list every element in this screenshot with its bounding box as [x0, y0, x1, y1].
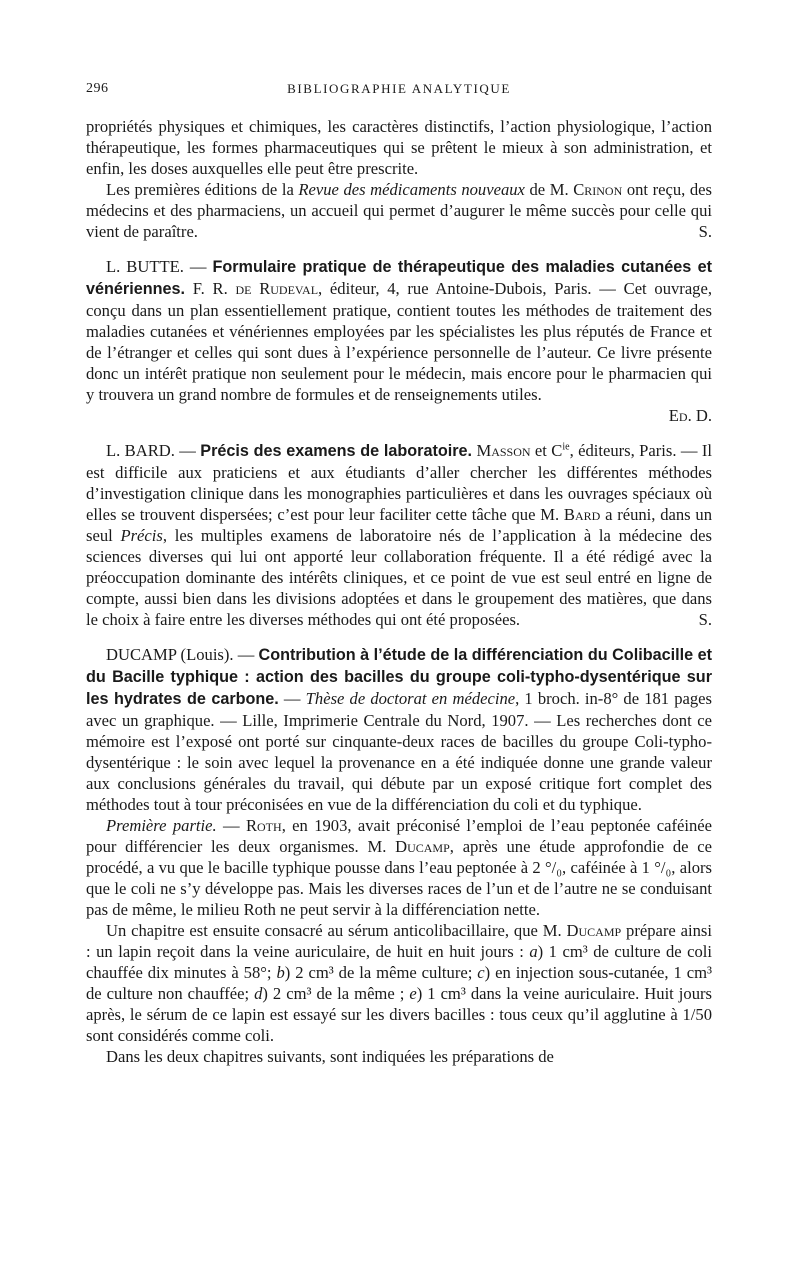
author-name: Roth: [245, 816, 282, 835]
entry-author: L. BUTTE.: [106, 257, 184, 276]
document-page: [86, 78, 712, 1067]
text-run: et C: [530, 441, 563, 460]
text-run: F. R.: [184, 279, 236, 298]
text-run: —: [183, 257, 213, 276]
paragraph: [86, 256, 712, 405]
running-title: BIBLIOGRAPHIE ANALYTIQUE: [287, 81, 511, 96]
section-label: Première partie.: [106, 816, 217, 835]
author-name: Crinon: [573, 180, 623, 199]
author-name: Ducamp: [395, 837, 450, 856]
entry-author: L. BARD.: [106, 441, 175, 460]
signature: S.: [698, 222, 712, 241]
text-run: —: [216, 816, 246, 835]
text-run: a réuni, dans un seul: [86, 505, 712, 545]
entry-title: Précis des examens de laboratoire.: [200, 442, 473, 460]
paragraph: [86, 644, 712, 815]
text-run: ) en injection sous-cutanée, 1 cm³ de culture non chauffée;: [86, 963, 712, 1003]
text-run: —: [233, 645, 259, 664]
bibliography-entry: [86, 256, 712, 426]
review-continuation: [86, 116, 712, 242]
author-name: Ducamp: [566, 921, 622, 940]
list-letter: c: [477, 963, 485, 982]
text-run: ) 1 cm³ dans la veine auriculaire. Huit jours après, le sérum de ce lapin est essayé sur les divers bacilles : tous ceux qu’il agglutine à 1/50 sont considérés comme coli.: [86, 984, 712, 1045]
book-title: Précis: [120, 526, 163, 545]
text-run: prépare ainsi : un lapin reçoit dans la veine auriculaire, de huit en huit jours :: [86, 921, 712, 961]
text-run: Un chapitre est ensuite consacré au sérum anticolibacillaire, que M.: [106, 921, 567, 940]
entry-title: Contribution à l’étude de la différenciation du Colibacille et du Bacille typhique : action des bacilles du groupe coli-typho-dysentérique sur les hydrates de carbone.: [86, 646, 712, 708]
bibliography-entry: [86, 644, 712, 1067]
author-name: Bard: [563, 505, 601, 524]
list-letter: a: [529, 942, 538, 961]
text-run: de M.: [524, 180, 574, 199]
paragraph: Dans les deux chapitres suivants, sont indiquées les préparations de: [106, 1047, 554, 1066]
text-run: ) 2 cm³ de la même ;: [262, 984, 410, 1003]
superscript: ie: [562, 441, 570, 453]
text-run: —: [278, 689, 306, 708]
entry-author: DUCAMP (Louis).: [106, 645, 234, 664]
list-letter: b: [276, 963, 285, 982]
signature-text: Ed. D.: [668, 406, 712, 425]
paragraph: [86, 815, 712, 920]
text-run: , les multiples examens de laboratoire nés de l’application à la médecine des sciences diverses qui lui ont apporté leur collaboration fréquente. Il a été rédigé avec la préoccupation dominante des intérêts cliniques, et ce point de vue est seul entré en ligne de compte, aussi bien dans les divisions adoptées et dans le groupement des matières, que dans le choix à faire entre les diverses méthodes qui ont été proposées.: [86, 526, 712, 629]
text-run: , après une étude approfondie de ce procédé, a vu que le bacille typhique pousse dans l’eau peptonée à 2 °/₀, caféinée à 1 °/₀, alors que le coli ne s’y développe pas. Mais les diverses races de l’un et de l’autre ne se conduisant pas de même, le milieu Roth ne peut servir à la différenciation nette.: [86, 837, 712, 919]
text-run: , 1 broch. in-8° de 181 pages avec un graphique. — Lille, Imprimerie Centrale du Nord, 1907. — Les recherches dont ce mémoire est l’exposé ont porté sur cinquante-deux races de bacilles du groupe Coli-typho-dysentérique : le soin avec lequel la provenance en a été indiquée donne une grande valeur aux conclusions générales du travail, qui débute par un exposé critique fort complet des méthodes tout à tour préconisées en vue de la différenciation du coli et du typhique.: [86, 689, 713, 814]
paragraph: [86, 440, 712, 630]
paragraph: [86, 920, 712, 1046]
paragraph: propriétés physiques et chimiques, les caractères distinctifs, l’action physiologique, l’action thérapeutique, les formes pharmaceutiques qui se prêtent le mieux à son administration, et enfin, les doses auxquelles elle peut être prescrite.: [86, 117, 712, 178]
signature: S.: [698, 610, 712, 629]
paragraph: [86, 179, 712, 242]
running-header: [86, 78, 712, 100]
text-run: Les premières éditions de la: [106, 180, 299, 199]
text-run: ) 2 cm³ de la même culture;: [284, 963, 478, 982]
list-letter: e: [409, 984, 417, 1003]
page-number: 296: [86, 81, 109, 96]
text-run: ont reçu, des médecins et des pharmaciens, un accueil qui permet d’augurer le même succès pour celle qui vient de paraître.: [86, 180, 712, 241]
journal-title: Revue des médicaments nouveaux: [298, 180, 525, 199]
publisher-name: Masson: [476, 441, 531, 460]
text-run: , éditeur, 4, rue Antoine-Dubois, Paris. — Cet ouvrage, conçu dans un plan essentiellement pratique, contient toutes les méthodes de traitement des maladies cutanées et vénériennes employées par les spécialistes les plus réputés de France et de l’étranger et celles qui sont dues à l’expérience personnelle de l’auteur. Ce livre présente donc un intérêt pratique non seulement pour le médecin, mais encore pour le pharmacien qui y trouvera un grand nombre de formules et de renseignements utiles.: [86, 279, 712, 404]
text-run: , en 1903, avait préconisé l’emploi de l’eau peptonée caféinée pour différencier les deux organismes. M.: [86, 816, 713, 856]
text-run: ) 1 cm³ de culture de coli chauffée dix minutes à 58°;: [86, 942, 712, 982]
entry-title: Formulaire pratique de thérapeutique des maladies cutanées et vénériennes.: [86, 258, 713, 298]
thesis-label: Thèse de doctorat en médecine: [305, 689, 516, 708]
bibliography-entry: [86, 440, 712, 630]
publisher-name: de Rudeval: [235, 279, 319, 298]
signature: [86, 405, 712, 426]
text-run: —: [174, 441, 201, 460]
list-letter: d: [254, 984, 263, 1003]
text-run: , éditeurs, Paris. — Il est difficile aux praticiens et aux étudiants d’aller chercher les différentes méthodes d’investigation clinique dans les monographies particulières et dans les ouvrages spéciaux où elles se trouvent dispersées; c’est pour leur faciliter cette tâche que M.: [86, 441, 712, 524]
